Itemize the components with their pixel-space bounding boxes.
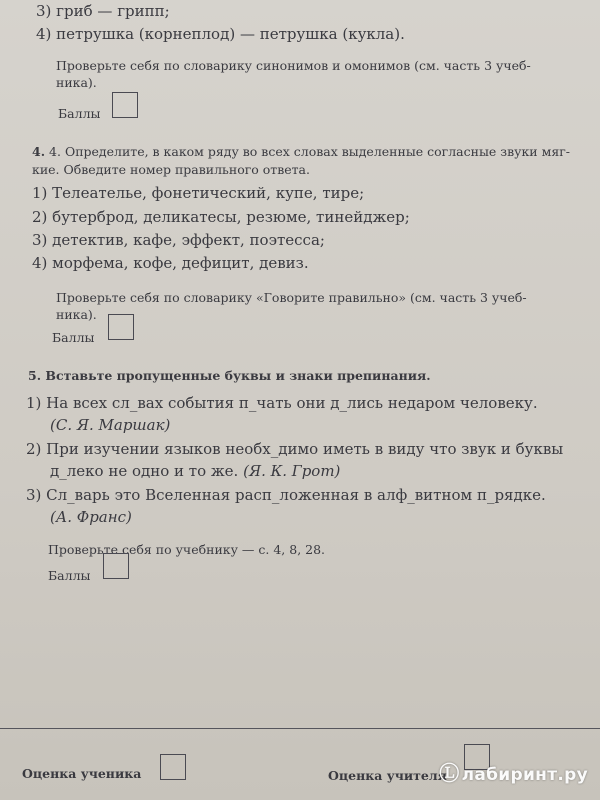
task5-sentence-2-text[interactable]: д_леко не одно и то же. <box>50 462 239 480</box>
labirint-logo <box>439 757 588 786</box>
task4-title-line-1: 4. 4. Определите, в каком ряду во всех словах выделенные согласные звуки мяг- <box>32 144 570 159</box>
labirint-mark-icon: Ⓛ <box>439 761 460 785</box>
task4-check-line-2: ника). <box>56 307 97 322</box>
top-score-box[interactable] <box>112 92 138 118</box>
labirint-logo-text: лабиринт.ру <box>461 765 588 785</box>
top-item-3: 3) гриб — грипп; <box>36 2 170 20</box>
task5-check: Проверьте себя по учебнику — с. 4, 8, 28. <box>48 542 326 557</box>
task4-check-line-1: Проверьте себя по словарику «Говорите правильно» (см. часть 3 учеб- <box>56 290 527 305</box>
task4-option-3[interactable]: 3) детектив, кафе, эффект, поэтесса; <box>32 231 325 249</box>
top-score-label: Баллы <box>58 106 101 121</box>
student-grade-box[interactable] <box>160 754 186 780</box>
student-grade-label: Оценка ученика <box>22 766 142 781</box>
task5-sentence-2-line-2 <box>50 462 340 480</box>
top-check-line-2: ника). <box>56 75 97 90</box>
task5-sentence-2-author: (Я. К. Грот) <box>243 462 341 480</box>
task4-option-4[interactable]: 4) морфема, кофе, дефицит, девиз. <box>32 254 309 272</box>
top-item-4: 4) петрушка (корнеплод) — петрушка (кукла). <box>36 25 405 43</box>
task5-sentence-1-author: (С. Я. Маршак) <box>50 416 171 434</box>
task4-option-1[interactable]: 1) Телеательe, фонетический, купе, тире; <box>32 184 365 202</box>
top-check-line-1: Проверьте себя по словарику синонимов и омонимов (см. часть 3 учеб- <box>56 58 531 73</box>
task4-title-text: 4. Определите, в каком ряду во всех словах выделенные согласные звуки мяг- <box>49 144 570 159</box>
task5-score-label: Баллы <box>48 568 91 583</box>
task5-title: 5. Вставьте пропущенные буквы и знаки препинания. <box>28 368 431 383</box>
task5-sentence-2-line-1[interactable]: 2) При изучении языков необх_димо иметь в виду что звук и буквы <box>26 440 564 458</box>
task4-score-label: Баллы <box>52 330 95 345</box>
task4-title-line-2: кие. Обведите номер правильного ответа. <box>32 162 310 177</box>
task5-sentence-1-line-1[interactable]: 1) На всех сл_вах события п_чать они д_лись недаром человеку. <box>26 394 538 412</box>
task5-score-box[interactable] <box>103 553 129 579</box>
task5-sentence-3-line-1[interactable]: 3) Сл_варь это Вселенная расп_ложенная в алф_витном п_рядке. <box>26 486 546 504</box>
footer-divider <box>0 728 600 729</box>
task4-option-2[interactable]: 2) бутерброд, деликатесы, резюме, тинейджер; <box>32 208 410 226</box>
teacher-grade-label: Оценка учителя <box>328 768 447 783</box>
task5-sentence-3-author: (А. Франс) <box>50 508 132 526</box>
task4-score-box[interactable] <box>108 314 134 340</box>
